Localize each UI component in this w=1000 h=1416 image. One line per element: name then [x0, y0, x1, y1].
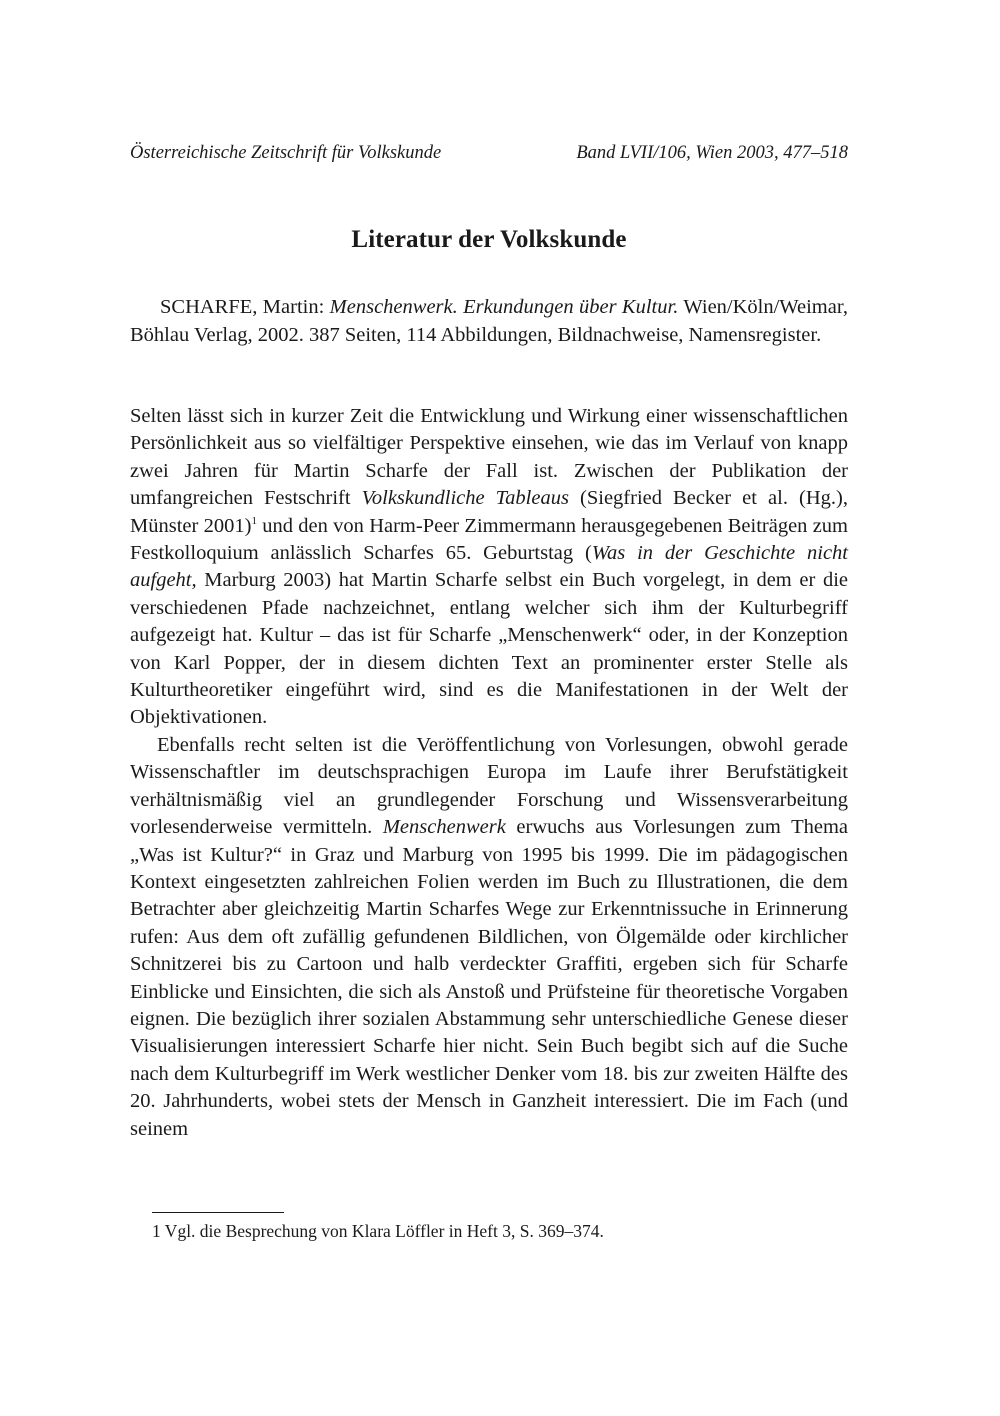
footnote-divider	[152, 1212, 284, 1213]
paragraph-1	[130, 403, 848, 732]
paragraph-1-italic-b: Was in der Geschichte nicht aufgeht,	[130, 542, 848, 592]
paragraph-2-text-b: erwuchs aus Vorlesungen zum Thema „Was ist Kultur?“ in Graz und Marburg von 1995 bis 1999. Die im pädagogischen Kontext eingesetzten zahlreichen Folien werden im Buch zu Illustrationen, die dem Betrachter aber gleichzeitig Martin Scharfes Wege zur Erkenntnissuche in Erinnerung rufen: Aus dem oft zufällig gefundenen Bildlichen, von Ölgemälde oder kirchlicher Schnitzerei bis zu Cartoon und halb verdeckter Graffiti, ergeben sich für Scharfe Einblicke und Einsichten, die sich als Anstoß und Prüfsteine für theoretische Vorgaben eignen. Die bezüglich ihrer sozialen Abstammung sehr unterschiedliche Genese dieser Visualisierungen interessiert Scharfe hier nicht. Sein Buch begibt sich auf die Suche nach dem Kulturbegriff im Werk westlicher Denker vom 18. bis zur zweiten Hälfte des 20. Jahrhunderts, wobei stets der Mensch in Ganzheit interessiert. Die im Fach (und seinem	[130, 816, 848, 1140]
book-citation	[130, 293, 848, 349]
volume-info: Band LVII/106, Wien 2003, 477–518	[576, 143, 848, 163]
running-head	[130, 143, 848, 164]
paragraph-2	[130, 732, 848, 1143]
section-title: Literatur der Volkskunde	[351, 226, 627, 253]
paragraph-1-text-c: und den von Harm-Peer Zimmermann herausgegebenen Beiträgen zum Festkolloquium anlässlich Scharfes 65. Geburtstag (	[130, 514, 848, 565]
footnote	[152, 1219, 848, 1243]
journal-title: Österreichische Zeitschrift für Volkskunde	[130, 143, 442, 163]
citation-details: Wien/Köln/Weimar, Böhlau Verlag, 2002. 387 Seiten, 114 Abbildungen, Bildnachweise, Namensregister.	[130, 296, 848, 346]
footnote-reference: 1	[251, 514, 257, 527]
paragraph-1-text-b: (Siegfried Becker et al. (Hg.), Münster 2001)	[130, 487, 848, 537]
paragraph-2-italic-a: Menschenwerk	[382, 816, 506, 839]
review-body	[130, 403, 848, 1143]
footnote-text: Vgl. die Besprechung von Klara Löffler in Heft 3, S. 369–374.	[160, 1221, 604, 1241]
paragraph-1-text-d: Marburg 2003) hat Martin Scharfe selbst ein Buch vorgelegt, in dem er die verschiedenen Pfade nachzeichnet, entlang welcher sich ihm der Kulturbegriff aufgezeigt hat. Kultur – das ist für Scharfe „Menschenwerk“ oder, in der Konzeption von Karl Popper, der in diesem dichten Text an prominenter erster Stelle als Kulturtheoretiker eingeführt wird, sind es die Manifestationen in der Welt der Objektivationen.	[130, 569, 848, 729]
paragraph-1-italic-a: Volkskundliche Tableaus	[361, 487, 569, 510]
footnote-number: 1	[152, 1221, 161, 1241]
citation-author: SCHARFE, Martin:	[160, 296, 330, 318]
citation-title: Menschenwerk. Erkundungen über Kultur.	[329, 296, 679, 318]
paragraph-2-text-a: Ebenfalls recht selten ist die Veröffentlichung von Vorlesungen, obwohl gerade Wissenschaftler im deutschsprachigen Europa im Laufe ihrer Berufstätigkeit verhältnismäßig viel an grundlegender Forschung und Wissensverarbeitung vorlesenderweise vermitteln.	[130, 733, 848, 839]
paragraph-1-text-a: Selten lässt sich in kurzer Zeit die Entwicklung und Wirkung einer wissenschaftlichen Persönlichkeit aus so vielfältiger Perspektive einsehen, wie das im Verlauf von knapp zwei Jahren für Martin Scharfe der Fall ist. Zwischen der Publikation der umfangreichen Festschrift	[130, 405, 848, 510]
